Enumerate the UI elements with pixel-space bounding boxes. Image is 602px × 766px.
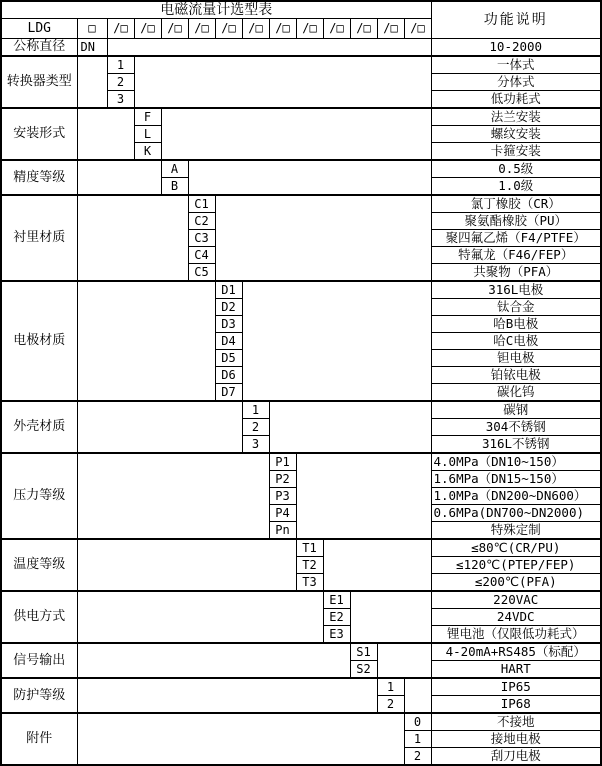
- code-cell: D2: [215, 299, 242, 316]
- category-label: 公称直径: [1, 39, 77, 57]
- category-label: 附件: [1, 713, 77, 765]
- model-prefix: LDG: [1, 19, 77, 39]
- category-label: 压力等级: [1, 453, 77, 539]
- category-label: 电极材质: [1, 281, 77, 401]
- function-cell: ≤200℃(PFA): [431, 574, 601, 592]
- blank-cell: [404, 678, 431, 713]
- function-cell: 共聚物（PFA）: [431, 264, 601, 282]
- blank-cell: [77, 539, 296, 591]
- code-cell: E2: [323, 609, 350, 626]
- function-cell: IP65: [431, 678, 601, 696]
- table-row: [1, 108, 601, 126]
- function-cell: 法兰安装: [431, 108, 601, 126]
- function-cell: 1.0级: [431, 178, 601, 196]
- function-cell: 0.6MPa(DN700~DN2000): [431, 505, 601, 522]
- code-cell: 2: [242, 419, 269, 436]
- code-cell: P4: [269, 505, 296, 522]
- function-cell: HART: [431, 661, 601, 679]
- table-row: [1, 539, 601, 557]
- function-cell: 1.0MPa（DN200~DN600）: [431, 488, 601, 505]
- function-cell: 特殊定制: [431, 522, 601, 540]
- function-cell: 特氟龙（F46/FEP）: [431, 247, 601, 264]
- code-cell: P2: [269, 471, 296, 488]
- model-code-slot: /□: [350, 19, 377, 39]
- function-cell: 4-20mA+RS485（标配）: [431, 643, 601, 661]
- category-label: 温度等级: [1, 539, 77, 591]
- model-code-box: □: [77, 19, 107, 39]
- model-code-slot: /□: [404, 19, 431, 39]
- code-cell: K: [134, 143, 161, 161]
- table-row: [1, 281, 601, 299]
- category-label: 衬里材质: [1, 195, 77, 281]
- function-cell: 220VAC: [431, 591, 601, 609]
- code-cell: D4: [215, 333, 242, 350]
- blank-cell: [77, 401, 242, 453]
- category-label: 防护等级: [1, 678, 77, 713]
- blank-cell: [296, 453, 431, 539]
- code-cell: L: [134, 126, 161, 143]
- function-cell: 1.6MPa（DN15~150）: [431, 471, 601, 488]
- code-cell: 3: [107, 91, 134, 109]
- blank-cell: [77, 643, 350, 678]
- category-label: 安装形式: [1, 108, 77, 160]
- code-cell: 1: [377, 678, 404, 696]
- function-cell: ≤80℃(CR/PU): [431, 539, 601, 557]
- model-code-slot: /□: [134, 19, 161, 39]
- blank-cell: [188, 160, 431, 195]
- model-code-slot: /□: [188, 19, 215, 39]
- table-row: [1, 713, 601, 731]
- table-row: [1, 39, 601, 57]
- blank-cell: [77, 56, 107, 108]
- table-row: [1, 591, 601, 609]
- function-cell: ≤120℃(PTEP/FEP): [431, 557, 601, 574]
- function-cell: 聚氨酯橡胶（PU）: [431, 213, 601, 230]
- code-cell: D7: [215, 384, 242, 402]
- category-label: 信号输出: [1, 643, 77, 678]
- code-cell: 2: [107, 74, 134, 91]
- blank-cell: [77, 453, 269, 539]
- function-cell: 304不锈钢: [431, 419, 601, 436]
- blank-cell: [350, 591, 431, 643]
- code-cell: B: [161, 178, 188, 196]
- function-cell: 316L电极: [431, 281, 601, 299]
- code-cell: C2: [188, 213, 215, 230]
- code-cell: Pn: [269, 522, 296, 540]
- blank-cell: [215, 195, 431, 281]
- function-cell: 低功耗式: [431, 91, 601, 109]
- function-cell: 24VDC: [431, 609, 601, 626]
- code-cell: C3: [188, 230, 215, 247]
- code-cell: 1: [107, 56, 134, 74]
- category-label: 精度等级: [1, 160, 77, 195]
- code-cell: D6: [215, 367, 242, 384]
- table-title: 电磁流量计选型表: [1, 1, 431, 19]
- function-cell: 锂电池（仅限低功耗式）: [431, 626, 601, 644]
- code-cell: C5: [188, 264, 215, 282]
- function-cell: 一体式: [431, 56, 601, 74]
- model-code-slot: /□: [269, 19, 296, 39]
- blank-cell: [77, 678, 377, 713]
- code-cell: C1: [188, 195, 215, 213]
- function-cell: 钽电极: [431, 350, 601, 367]
- blank-cell: [77, 108, 134, 160]
- function-cell: 刮刀电极: [431, 748, 601, 766]
- model-code-slot: /□: [377, 19, 404, 39]
- code-cell: S2: [350, 661, 377, 679]
- model-code-slot: /□: [161, 19, 188, 39]
- table-row: [1, 56, 601, 74]
- function-cell: 钛合金: [431, 299, 601, 316]
- table-row: [1, 643, 601, 661]
- model-code-slot: /□: [296, 19, 323, 39]
- function-cell: 氯丁橡胶（CR）: [431, 195, 601, 213]
- function-cell: 聚四氟乙烯（F4/PTFE）: [431, 230, 601, 247]
- code-cell: 2: [377, 696, 404, 714]
- model-code-slot: /□: [215, 19, 242, 39]
- blank-cell: [77, 591, 323, 643]
- model-code-slot: /□: [107, 19, 134, 39]
- function-cell: 0.5级: [431, 160, 601, 178]
- code-cell: E1: [323, 591, 350, 609]
- blank-cell: [77, 195, 188, 281]
- code-cell: 2: [404, 748, 431, 766]
- blank-cell: [377, 643, 431, 678]
- code-cell: 0: [404, 713, 431, 731]
- code-cell: D1: [215, 281, 242, 299]
- code-cell: E3: [323, 626, 350, 644]
- function-cell: 铂铱电极: [431, 367, 601, 384]
- blank-cell: [77, 713, 404, 765]
- function-cell: 碳钢: [431, 401, 601, 419]
- blank-cell: [161, 108, 431, 160]
- table-row: [1, 678, 601, 696]
- blank-cell: [107, 39, 431, 57]
- code-cell: DN: [77, 39, 107, 57]
- blank-cell: [242, 281, 431, 401]
- code-cell: S1: [350, 643, 377, 661]
- function-cell: 螺纹安装: [431, 126, 601, 143]
- function-cell: 接地电极: [431, 731, 601, 748]
- blank-cell: [269, 401, 431, 453]
- category-label: 转换器类型: [1, 56, 77, 108]
- code-cell: D3: [215, 316, 242, 333]
- function-column-header: 功能说明: [431, 1, 601, 39]
- category-label: 供电方式: [1, 591, 77, 643]
- function-cell: 碳化钨: [431, 384, 601, 402]
- blank-cell: [134, 56, 431, 108]
- code-cell: P3: [269, 488, 296, 505]
- function-cell: 10-2000: [431, 39, 601, 57]
- category-label: 外壳材质: [1, 401, 77, 453]
- model-code-slot: /□: [323, 19, 350, 39]
- code-cell: T2: [296, 557, 323, 574]
- code-cell: 1: [242, 401, 269, 419]
- table-row: [1, 453, 601, 471]
- table-row: [1, 401, 601, 419]
- code-cell: P1: [269, 453, 296, 471]
- code-cell: T1: [296, 539, 323, 557]
- function-cell: 分体式: [431, 74, 601, 91]
- blank-cell: [77, 281, 215, 401]
- selection-table-body: [1, 1, 601, 765]
- function-cell: 卡箍安装: [431, 143, 601, 161]
- code-cell: 1: [404, 731, 431, 748]
- code-cell: 3: [242, 436, 269, 454]
- code-cell: F: [134, 108, 161, 126]
- function-cell: 哈C电极: [431, 333, 601, 350]
- code-cell: T3: [296, 574, 323, 592]
- function-cell: 哈B电极: [431, 316, 601, 333]
- model-code-slot: /□: [242, 19, 269, 39]
- table-row: [1, 160, 601, 178]
- function-cell: 不接地: [431, 713, 601, 731]
- blank-cell: [323, 539, 431, 591]
- code-cell: D5: [215, 350, 242, 367]
- function-cell: 316L不锈钢: [431, 436, 601, 454]
- function-cell: 4.0MPa（DN10~150）: [431, 453, 601, 471]
- blank-cell: [77, 160, 161, 195]
- table-row: [1, 195, 601, 213]
- function-cell: IP68: [431, 696, 601, 714]
- code-cell: A: [161, 160, 188, 178]
- code-cell: C4: [188, 247, 215, 264]
